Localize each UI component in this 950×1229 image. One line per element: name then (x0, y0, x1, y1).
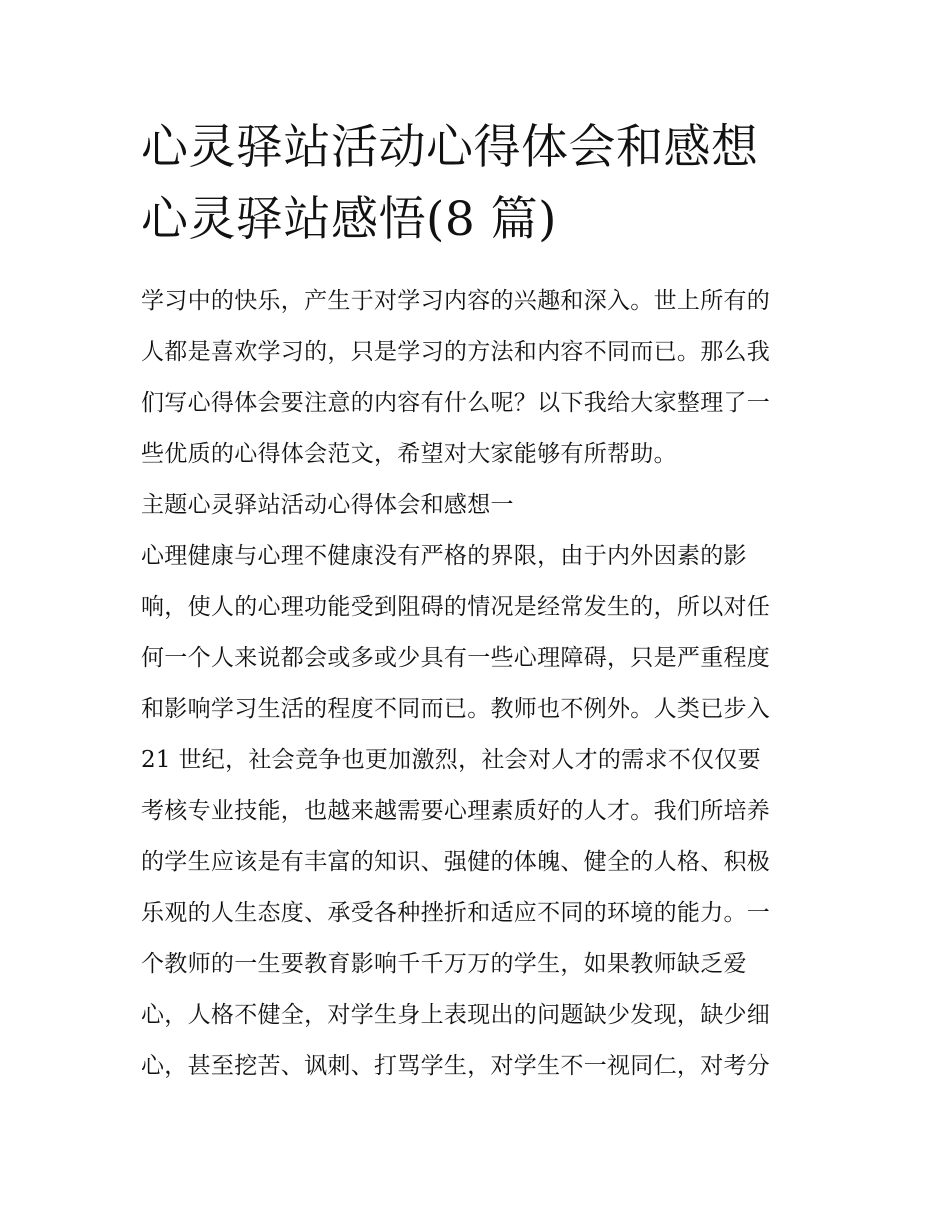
intro-line: 人都是喜欢学习的，只是学习的方法和内容不同而已。那么我 (141, 339, 771, 365)
section-line: 心理健康与心理不健康没有严格的界限，由于内外因素的影 (141, 543, 747, 569)
intro-line: 们写心得体会要注意的内容有什么呢？以下我给大家整理了一 (141, 390, 771, 416)
intro-line: 些优质的心得体会范文，希望对大家能够有所帮助。 (141, 441, 677, 467)
intro-paragraph (141, 276, 821, 480)
document-title (141, 112, 821, 256)
section-line: 个教师的一生要教育影响千千万万的学生，如果教师缺乏爱 (141, 951, 747, 977)
title-line-1: 心灵驿站活动心得体会和感想 (141, 120, 759, 175)
section-line: 和影响学习生活的程度不同而已。教师也不例外。人类已步入 (141, 696, 771, 722)
section-line: 响，使人的心理功能受到阻碍的情况是经常发生的，所以对任 (141, 594, 771, 620)
section-line: 乐观的人生态度、承受各种挫折和适应不同的环境的能力。一 (141, 900, 771, 926)
section-line: 的学生应该是有丰富的知识、强健的体魄、健全的人格、积极 (141, 849, 771, 875)
document-body (141, 276, 821, 1092)
section-line: 考核专业技能，也越来越需要心理素质好的人才。我们所培养 (141, 798, 771, 824)
section-line: 21 世纪，社会竞争也更加激烈，社会对人才的需求不仅仅要 (141, 747, 761, 773)
section-paragraph (141, 531, 821, 1092)
section-heading: 主题心灵驿站活动心得体会和感想一 (141, 492, 514, 518)
intro-line: 学习中的快乐，产生于对学习内容的兴趣和深入。世上所有的 (141, 288, 771, 314)
section-line: 心，甚至挖苦、讽刺、打骂学生，对学生不一视同仁，对考分 (141, 1053, 771, 1079)
section-line: 心，人格不健全，对学生身上表现出的问题缺少发现，缺少细 (141, 1002, 771, 1028)
section-line: 何一个人来说都会或多或少具有一些心理障碍，只是严重程度 (141, 645, 771, 671)
title-line-2: 心灵驿站感悟(8 篇) (141, 192, 558, 247)
